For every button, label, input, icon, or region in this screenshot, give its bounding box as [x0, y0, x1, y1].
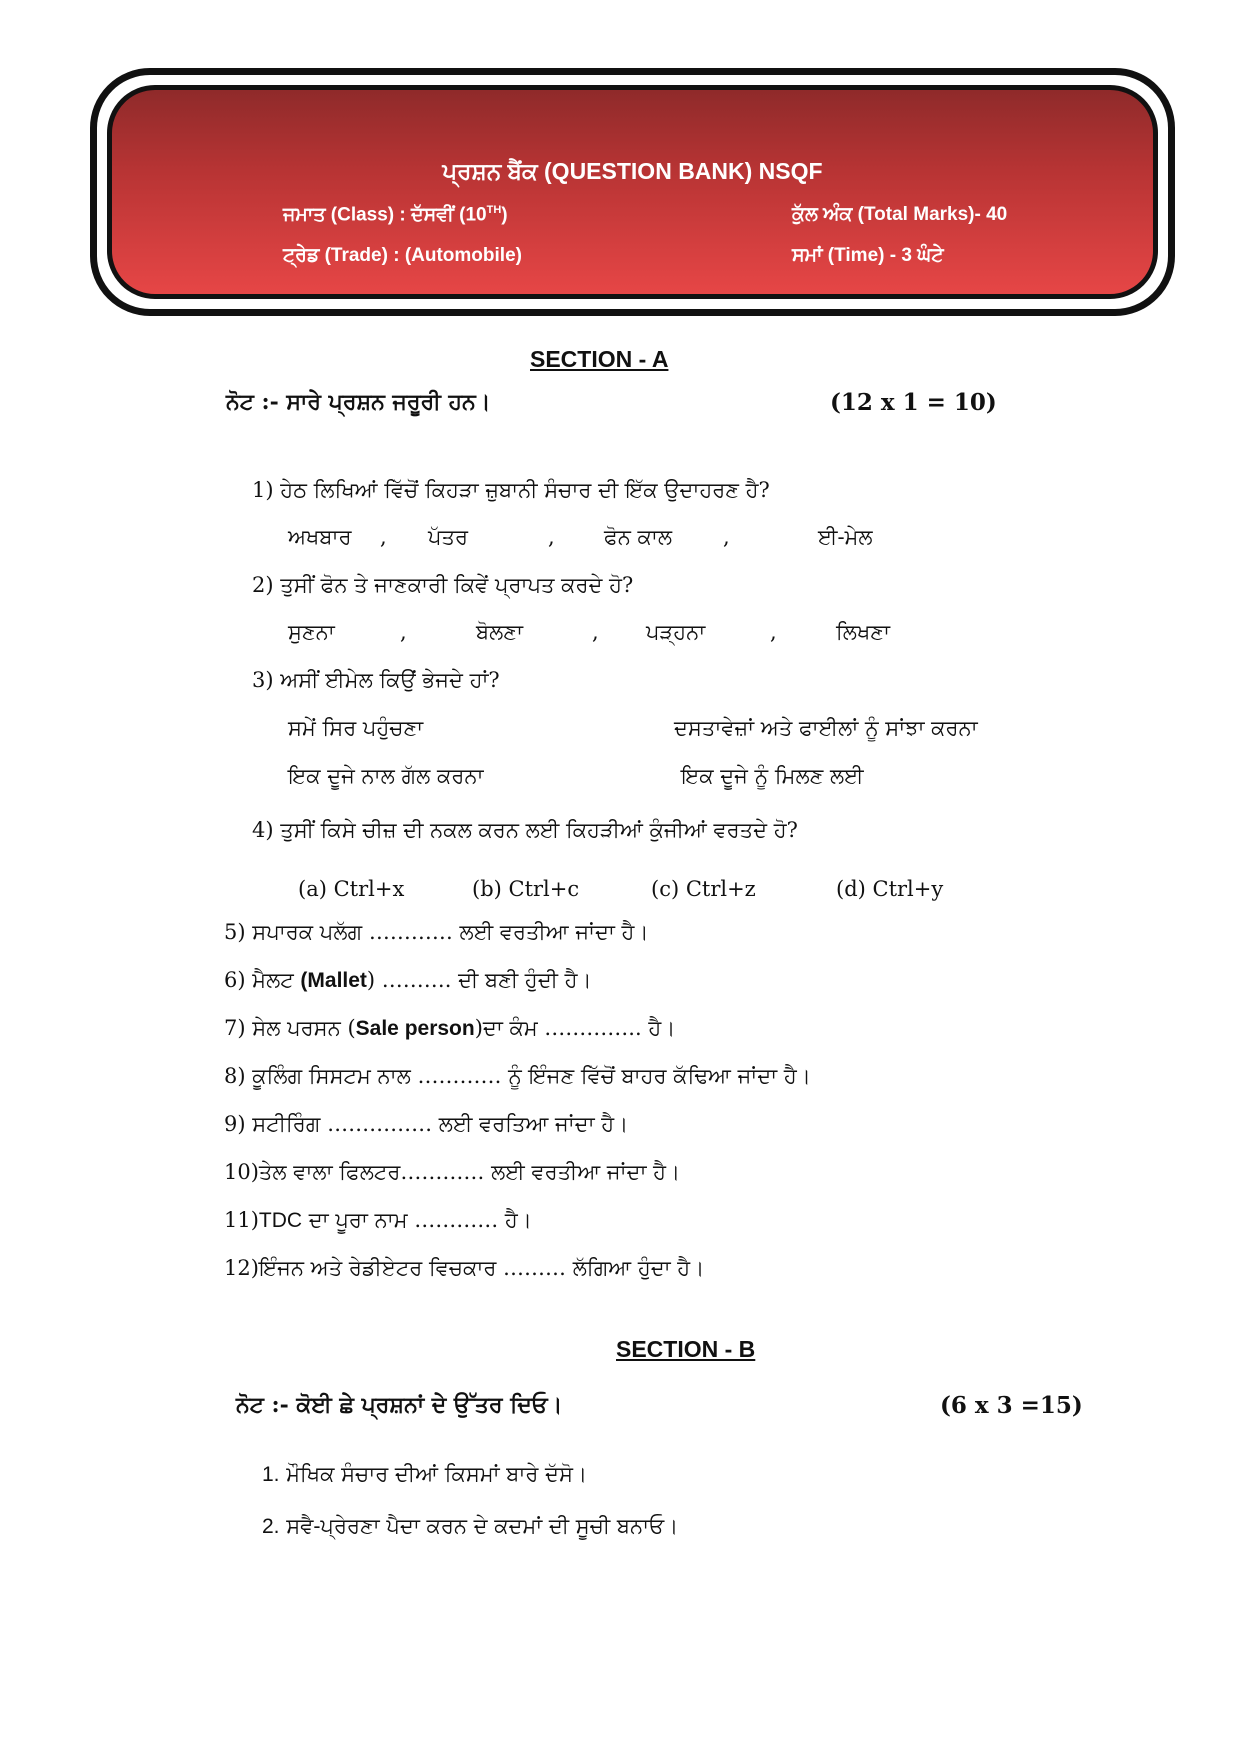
- option: (d) Ctrl+y: [836, 877, 944, 901]
- total-marks: ਕੁੱਲ ਅੰਕ (Total Marks)- 40: [792, 204, 1008, 225]
- question-number: 3): [252, 668, 274, 692]
- question-number: 6): [224, 968, 246, 992]
- separator: ,: [380, 525, 387, 549]
- option: ਫੋਨ ਕਾਲ: [604, 525, 673, 549]
- question-text-bold: Sale person: [355, 1017, 475, 1040]
- separator: ,: [770, 620, 777, 644]
- section-b-question-2: [262, 1514, 678, 1539]
- class-superscript: TH: [486, 204, 502, 216]
- question-number: 5): [224, 920, 246, 944]
- question-text: ਮੌਖਿਕ ਸੰਚਾਰ ਦੀਆਂ ਕਿਸਮਾਂ ਬਾਰੇ ਦੱਸੋ।: [286, 1462, 588, 1486]
- question-number: 11): [224, 1208, 259, 1232]
- question-number: 2): [252, 573, 274, 597]
- option: ਬੋਲਣਾ: [476, 620, 523, 644]
- question-6: [224, 968, 592, 993]
- question-number: 8): [224, 1064, 246, 1088]
- option: ਸਮੇਂ ਸਿਰ ਪਹੁੰਚਣਾ: [288, 716, 424, 740]
- page-title: ਪ੍ਰਸ਼ਨ ਬੈਂਕ (QUESTION BANK) NSQF: [442, 158, 823, 184]
- section-b-heading: SECTION - B: [616, 1336, 756, 1362]
- question-2: [252, 573, 633, 598]
- class-label: ਜਮਾਤ (Class) : ਦੱਸਵੀਂ (10: [283, 204, 487, 226]
- question-7: [224, 1016, 675, 1041]
- question-text: ਸਟੀਰਿੰਗ …………… ਲਈ ਵਰਤਿਆ ਜਾਂਦਾ ਹੈ।: [252, 1112, 629, 1136]
- section-b-marks: (6 x 3 =15): [940, 1392, 1083, 1419]
- class-close: ): [501, 204, 508, 226]
- question-12: [224, 1256, 704, 1281]
- question-number: 9): [224, 1112, 246, 1136]
- question-text-abbr: TDC: [258, 1209, 303, 1232]
- option: ਈ-ਮੇਲ: [818, 525, 873, 549]
- section-a-marks: (12 x 1 = 10): [830, 389, 997, 416]
- question-3: [252, 668, 500, 693]
- option: ਇਕ ਦੂਜੇ ਨੂੰ ਮਿਲਣ ਲਈ: [681, 764, 864, 788]
- question-text-pre: ਸੇਲ ਪਰਸਨ (: [252, 1016, 356, 1040]
- question-number: 1): [252, 478, 274, 502]
- question-text-post: )ਦਾ ਕੰਮ ………….. ਹੈ।: [474, 1016, 676, 1040]
- question-text: ਕੂਲਿੰਗ ਸਿਸਟਮ ਨਾਲ ………… ਨੂੰ ਇੰਜਣ ਵਿੱਚੋਂ ਬਾਹਰ ਕੱਢਿਆ ਜਾਂਦਾ ਹੈ।: [252, 1064, 811, 1088]
- question-8: [224, 1064, 811, 1089]
- question-9: [224, 1112, 628, 1137]
- separator: ,: [592, 620, 599, 644]
- header-banner-inner: [107, 85, 1158, 299]
- option: (c) Ctrl+z: [651, 877, 756, 901]
- question-text-post: ਦਾ ਪੂਰਾ ਨਾਮ ………… ਹੈ।: [302, 1208, 532, 1232]
- question-text-post: ) ………. ਦੀ ਬਣੀ ਹੁੰਦੀ ਹੈ।: [366, 968, 592, 992]
- section-a-note: ਨੋਟ :- ਸਾਰੇ ਪ੍ਰਸ਼ਨ ਜਰੂਰੀ ਹਨ।: [226, 389, 491, 415]
- option: ਪੱਤਰ: [428, 525, 469, 549]
- question-text-bold: (Mallet: [300, 969, 367, 992]
- question-text: ਸਵੈ-ਪ੍ਰੇਰਣਾ ਪੈਦਾ ਕਰਨ ਦੇ ਕਦਮਾਂ ਦੀ ਸੂਚੀ ਬਨਾਓ।: [286, 1514, 679, 1538]
- question-number: 10): [224, 1160, 259, 1184]
- option: ਅਖਬਾਰ: [288, 525, 352, 549]
- time-info: ਸਮਾਂ (Time) - 3 ਘੰਟੇ: [792, 245, 944, 266]
- separator: ,: [400, 620, 407, 644]
- question-number: 2.: [262, 1515, 280, 1538]
- option: (b) Ctrl+c: [472, 877, 580, 901]
- option: (a) Ctrl+x: [298, 877, 405, 901]
- question-text: ਅਸੀਂ ਈਮੇਲ ਕਿਉਂ ਭੇਜਦੇ ਹਾਂ?: [280, 668, 500, 692]
- question-text: ਤੁਸੀਂ ਫੋਨ ਤੇ ਜਾਣਕਾਰੀ ਕਿਵੇਂ ਪ੍ਰਾਪਤ ਕਰਦੇ ਹੋ?: [280, 573, 634, 597]
- section-b-note: ਨੋਟ :- ਕੋਈ ਛੇ ਪ੍ਰਸ਼ਨਾਂ ਦੇ ਉੱਤਰ ਦਿਓ।: [236, 1392, 563, 1418]
- class-info: [283, 204, 508, 226]
- separator: ,: [548, 525, 555, 549]
- option: ਦਸਤਾਵੇਜ਼ਾਂ ਅਤੇ ਫਾਈਲਾਂ ਨੂੰ ਸਾਂਝਾ ਕਰਨਾ: [674, 716, 978, 740]
- question-text: ਇੰਜਨ ਅਤੇ ਰੇਡੀਏਟਰ ਵਿਚਕਾਰ ……… ਲੱਗਿਆ ਹੁੰਦਾ ਹੈ।: [258, 1256, 705, 1280]
- question-10: [224, 1160, 680, 1185]
- question-text: ਤੇਲ ਵਾਲਾ ਫਿਲਟਰ………… ਲਈ ਵਰਤੀਆ ਜਾਂਦਾ ਹੈ।: [258, 1160, 681, 1184]
- question-4: [252, 818, 798, 843]
- header-banner: [90, 68, 1175, 316]
- question-text: ਸਪਾਰਕ ਪਲੱਗ ………… ਲਈ ਵਰਤੀਆ ਜਾਂਦਾ ਹੈ।: [252, 920, 649, 944]
- question-text: ਤੁਸੀਂ ਕਿਸੇ ਚੀਜ਼ ਦੀ ਨਕਲ ਕਰਨ ਲਈ ਕਿਹੜੀਆਂ ਕੁੰਜੀਆਂ ਵਰਤਦੇ ਹੋ?: [280, 818, 798, 842]
- option: ਸੁਣਨਾ: [288, 620, 335, 644]
- question-number: 1.: [262, 1463, 280, 1486]
- section-a-heading: SECTION - A: [530, 346, 669, 372]
- option: ਇਕ ਦੂਜੇ ਨਾਲ ਗੱਲ ਕਰਨਾ: [288, 764, 484, 788]
- option: ਪੜ੍ਹਨਾ: [646, 620, 706, 644]
- question-text-pre: ਮੈਲਟ: [252, 968, 301, 992]
- separator: ,: [723, 525, 730, 549]
- option: ਲਿਖਣਾ: [836, 620, 890, 644]
- question-number: 12): [224, 1256, 259, 1280]
- question-text: ਹੇਠ ਲਿਖਿਆਂ ਵਿੱਚੋਂ ਕਿਹੜਾ ਜ਼ੁਬਾਨੀ ਸੰਚਾਰ ਦੀ ਇੱਕ ਉਦਾਹਰਣ ਹੈ?: [280, 478, 770, 502]
- question-1: [252, 478, 770, 503]
- question-number: 4): [252, 818, 274, 842]
- section-b-question-1: [262, 1462, 587, 1487]
- question-11: [224, 1208, 532, 1233]
- question-number: 7): [224, 1016, 246, 1040]
- trade-info: ਟ੍ਰੇਡ (Trade) : (Automobile): [283, 245, 522, 266]
- question-5: [224, 920, 649, 945]
